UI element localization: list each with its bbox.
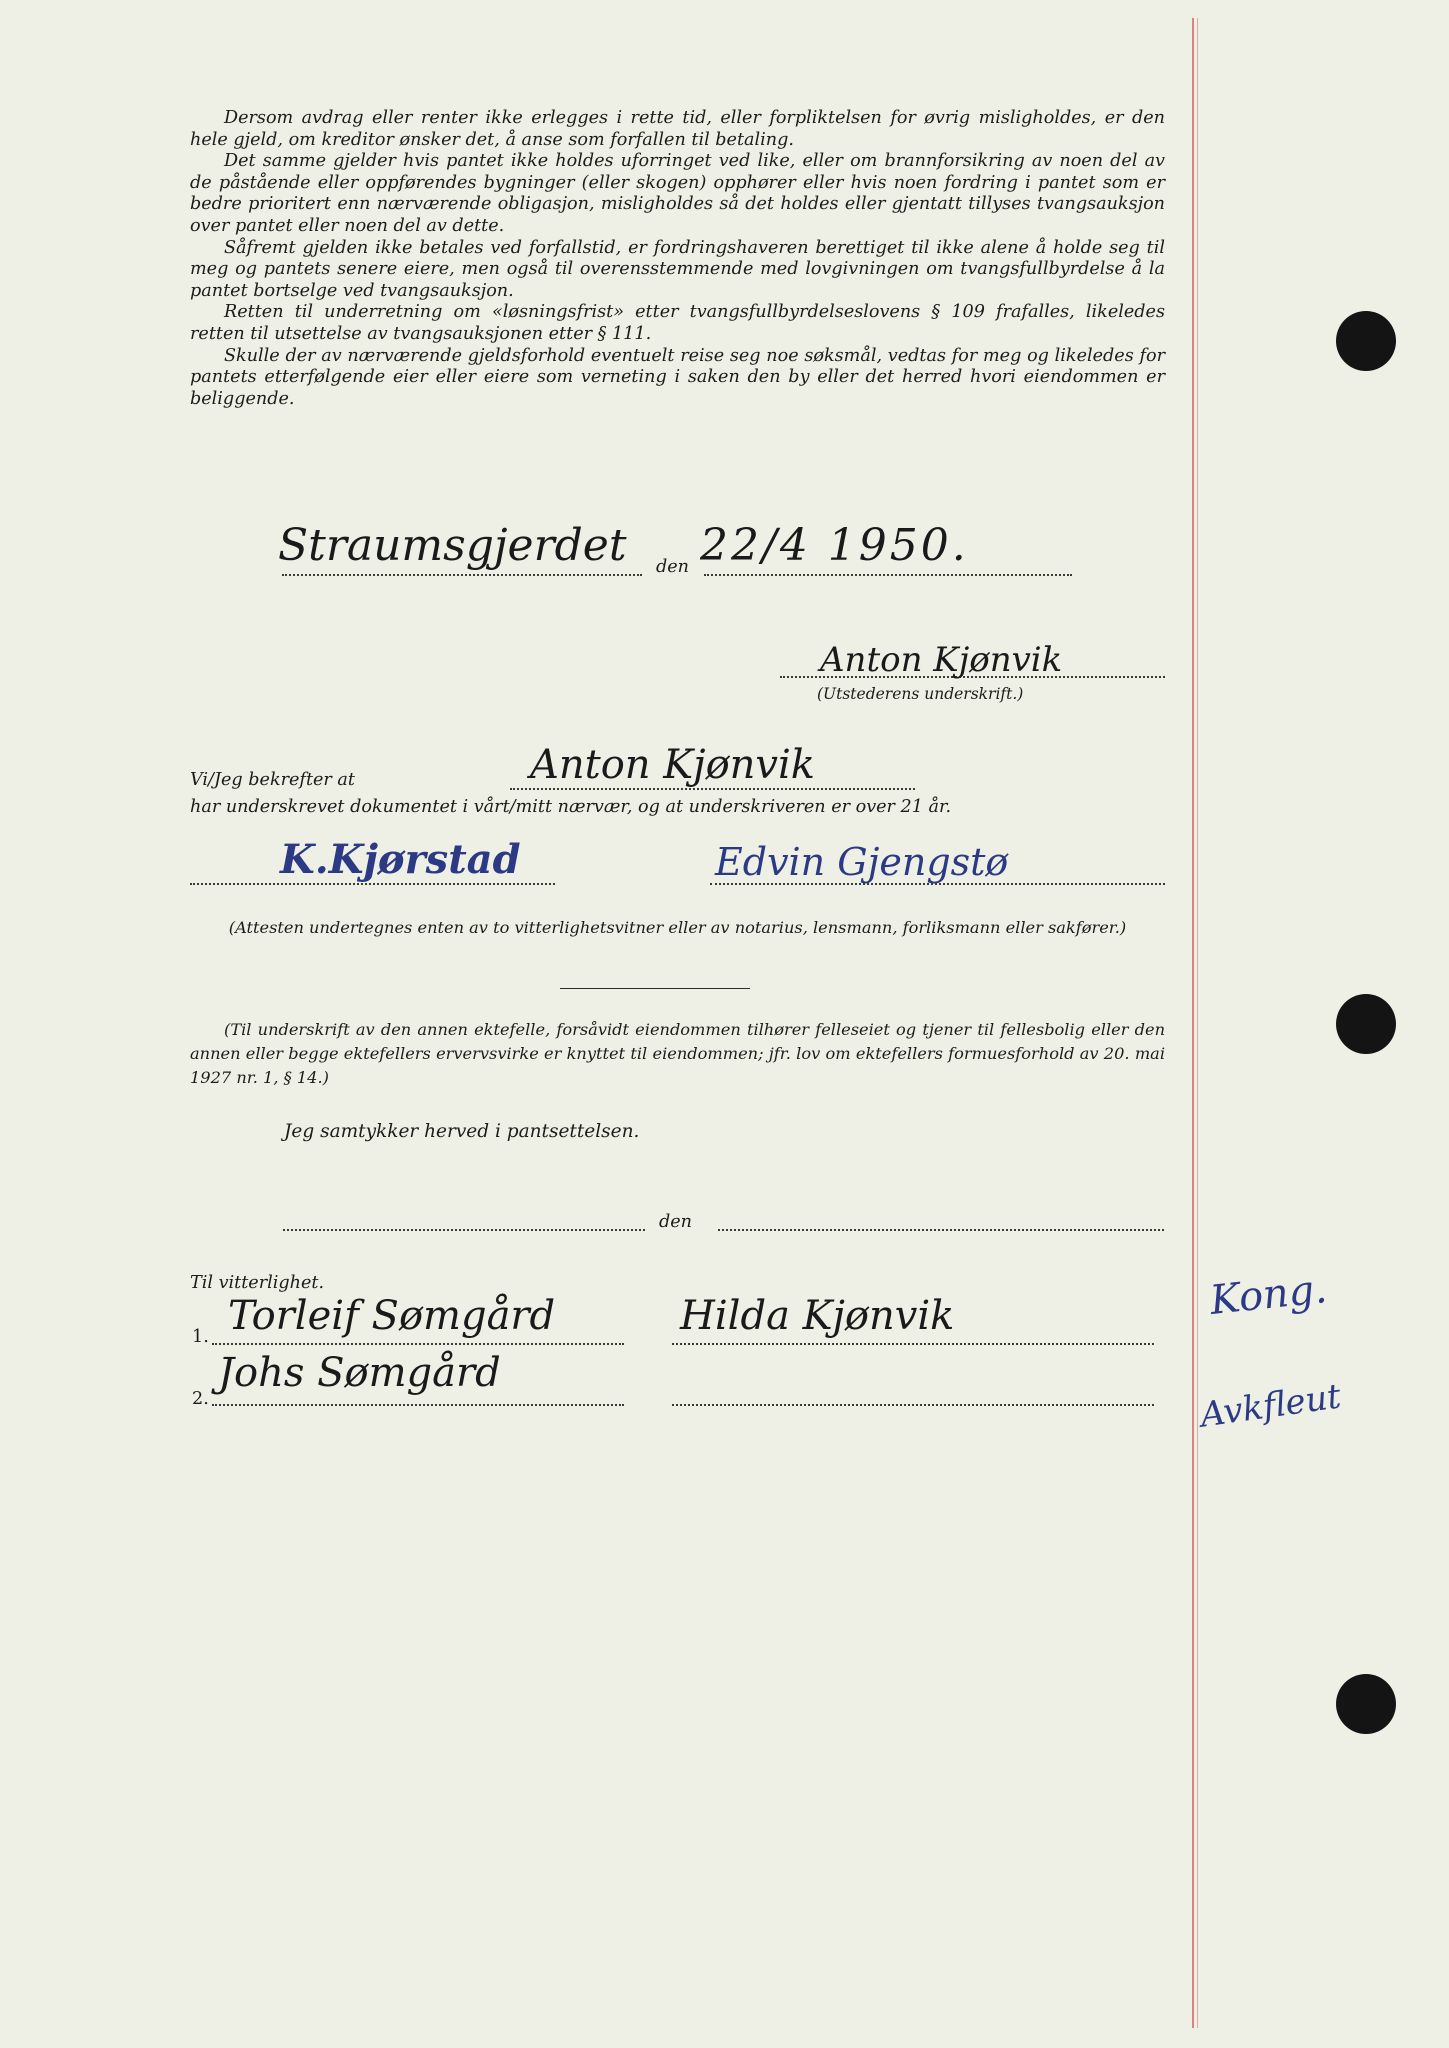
date-handwritten: 22/4 1950. bbox=[700, 520, 969, 571]
date-dotted-line bbox=[704, 574, 1072, 576]
blank-signature-line bbox=[672, 1404, 1154, 1406]
spouse-note-text: (Til underskrift av den annen ektefelle, forsåvidt eiendommen tilhører felleseiet og tjener til fellesbolig eller den annen eller begge ektefellers ervervsvirke er knyttet til eiendommen; jfr. lov om ektefellers formuesforhold av 20. mai 1927 nr. 1, § 14.) bbox=[190, 1020, 1165, 1087]
terms-paragraph-4: Retten til underretning om «løsningsfrist» etter tvangsfullbyrdelseslovens § 109 frafalles, likeledes retten til utsettelse av tvangsauksjonen etter § 111. bbox=[190, 302, 1165, 344]
spouse-note bbox=[190, 1018, 1165, 1090]
terms-paragraph-3: Såfremt gjelden ikke betales ved forfallstid, er fordringshaveren berettiget til ikke alene å holde seg til meg og pantets senere eiere, men også til overensstemmende med lovgivningen om tvangsfullbyrdelse å la pantet bortselge ved tvangsauksjon. bbox=[190, 237, 1165, 301]
spouse-signature: Hilda Kjønvik bbox=[680, 1293, 955, 1339]
witness1-signature: K.Kjørstad bbox=[280, 836, 521, 883]
punch-hole-bottom bbox=[1336, 1674, 1396, 1734]
issuer-caption: (Utstederens underskrift.) bbox=[817, 685, 1024, 703]
margin-rule bbox=[1192, 18, 1194, 2028]
place-den-label: den bbox=[656, 557, 690, 577]
confirmation-statement: har underskrevet dokumentet i vårt/mitt nærvær, og at underskriveren er over 21 år. bbox=[190, 797, 952, 817]
terms-paragraph-2: Det samme gjelder hvis pantet ikke holdes uforringet ved like, eller om brannforsikring av noen del av de påstående eller oppførendes bygninger (eller skogen) opphører eller hvis noen fordring i pantet som er bedre prioritert enn nærværende obligasjon, misligholdes så det holdes eller gjentatt tillyses tvangsauksjon over pantet eller noen del av dette. bbox=[190, 151, 1165, 236]
punch-hole-top bbox=[1336, 311, 1396, 371]
terms-block bbox=[190, 108, 1165, 410]
spouse-den-label: den bbox=[659, 1212, 693, 1232]
confirmation-signed-name: Anton Kjønvik bbox=[530, 742, 816, 788]
witness1-line bbox=[190, 883, 555, 885]
margin-note-1: Kong. bbox=[1207, 1266, 1330, 1324]
place-dotted-line bbox=[282, 574, 642, 576]
spouse-consent: Jeg samtykker herved i pantsettelsen. bbox=[284, 1121, 640, 1142]
vitterlighet-signature-1: Torleif Sømgård bbox=[228, 1293, 556, 1339]
section-divider bbox=[560, 988, 750, 989]
margin-rule-secondary bbox=[1197, 18, 1198, 2028]
spouse-signature-line bbox=[672, 1343, 1154, 1345]
terms-paragraph-5: Skulle der av nærværende gjeldsforhold eventuelt reise seg noe søksmål, vedtas for meg og likeledes for pantets etterfølgende eier eller eiere som verneting i saken den by eller det herred hvori eiendommen er beliggende. bbox=[190, 345, 1165, 409]
terms-paragraph-1: Dersom avdrag eller renter ikke erlegges i rette tid, eller forpliktelsen for øvrig misligholdes, er den hele gjeld, om kreditor ønsker det, å anse som forfallen til betaling. bbox=[190, 108, 1165, 150]
spouse-date-line bbox=[718, 1229, 1164, 1231]
margin-note-2: Avkfleut bbox=[1197, 1376, 1344, 1436]
attestation-caption: (Attesten undertegnes enten av to vitterlighetsvitner eller av notarius, lensmann, forliksmann eller sakfører.) bbox=[228, 918, 1127, 937]
spouse-place-line bbox=[283, 1229, 645, 1231]
vitterlighet-line-1 bbox=[212, 1343, 624, 1345]
confirmation-name-line bbox=[510, 788, 915, 790]
witnesses-label: Til vitterlighet. bbox=[190, 1273, 325, 1293]
place-handwritten: Straumsgjerdet bbox=[278, 520, 627, 571]
confirmation-prefix: Vi/Jeg bekrefter at bbox=[190, 770, 355, 790]
witness-number-1: 1. bbox=[192, 1327, 209, 1347]
punch-hole-middle bbox=[1336, 994, 1396, 1054]
vitterlighet-line-2 bbox=[212, 1404, 624, 1406]
witness2-signature: Edvin Gjengstø bbox=[715, 840, 1009, 884]
vitterlighet-signature-2: Johs Sømgård bbox=[218, 1350, 501, 1396]
issuer-signature: Anton Kjønvik bbox=[820, 640, 1063, 680]
witness-number-2: 2. bbox=[192, 1389, 209, 1409]
